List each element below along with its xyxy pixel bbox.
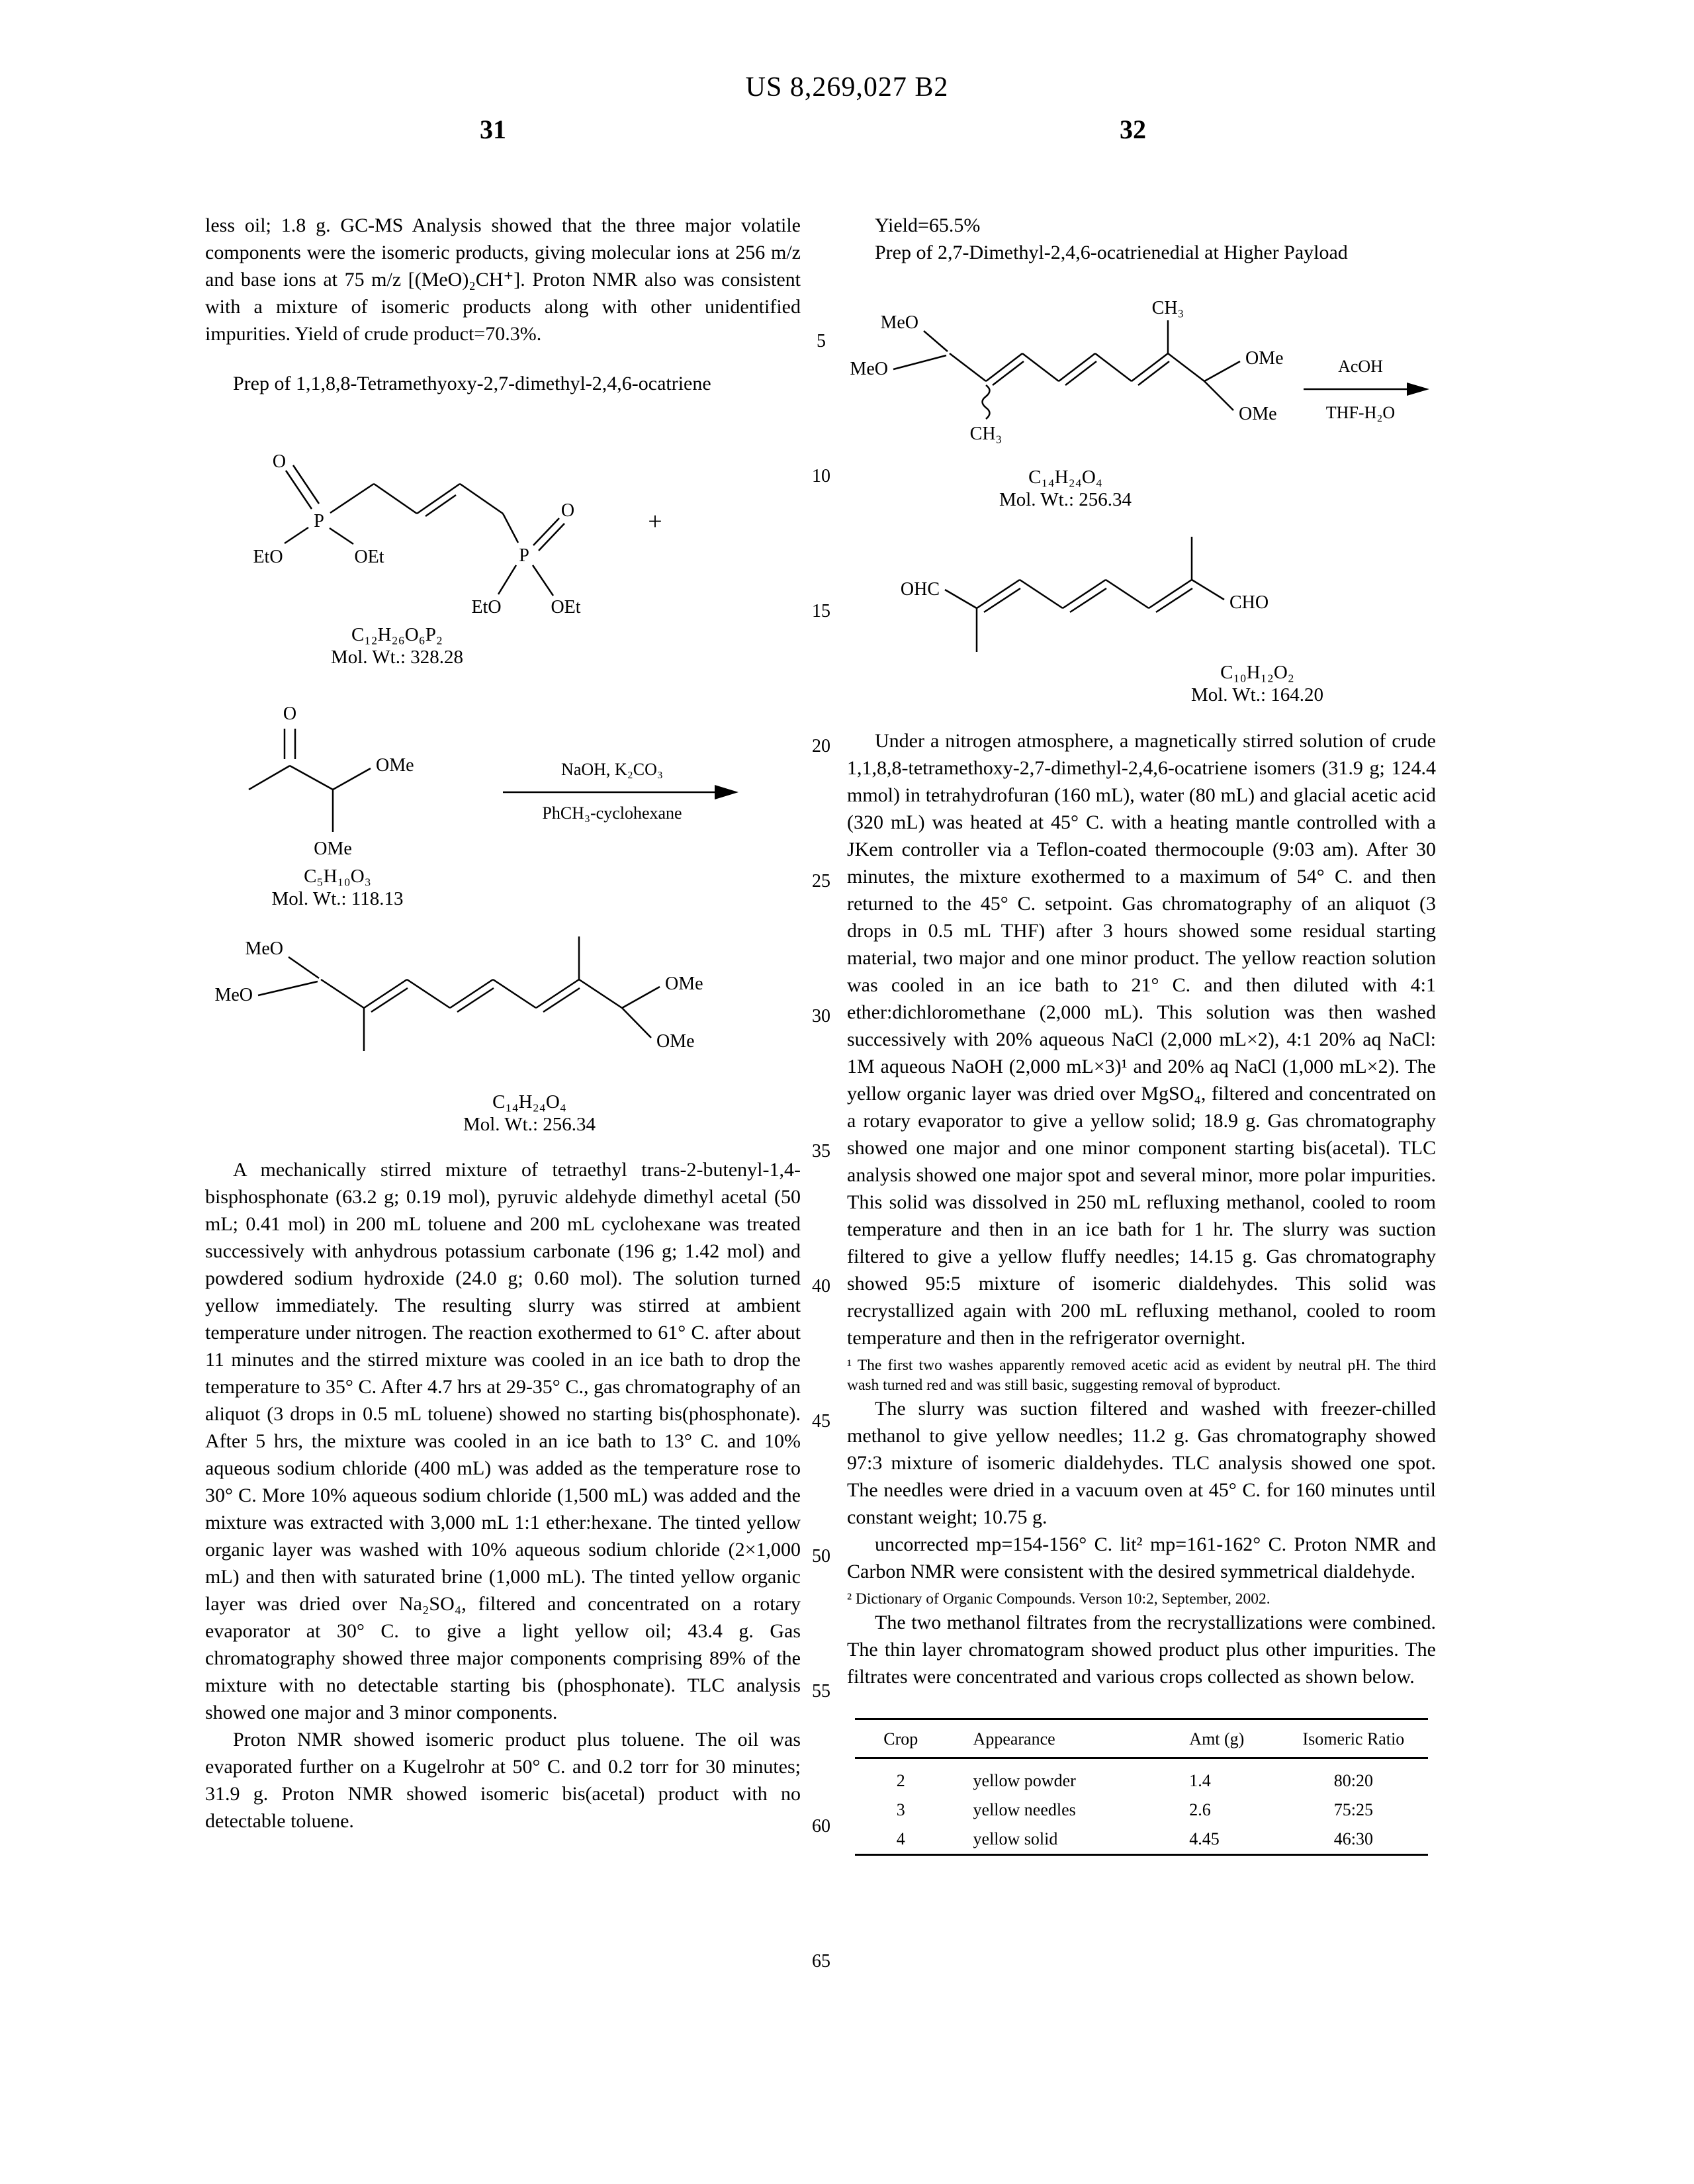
oet-group-label: OEt <box>551 597 581 617</box>
ome-group-label: OMe <box>376 755 414 776</box>
footnote-2: ² Dictionary of Organic Compounds. Verson 10:2, September, 2002. <box>847 1590 1270 1608</box>
structure-acetal-ketone-reaction <box>205 688 801 909</box>
meo-group-label: MeO <box>880 312 918 333</box>
reagent-bottom-label: PhCH₃-cyclohexane <box>542 803 682 823</box>
table-header-row <box>855 1719 1428 1758</box>
table-row <box>855 1758 1428 1796</box>
column-number-left: 31 <box>480 114 506 144</box>
cell-crop: 2 <box>896 1771 905 1790</box>
line-number: 55 <box>812 1681 830 1702</box>
structure-dialdehyde <box>847 512 1443 710</box>
reagent-top-label: AcOH <box>1338 357 1383 376</box>
o-atom-label: O <box>272 451 287 472</box>
left-column <box>205 212 801 1835</box>
ohc-group-label: OHC <box>900 579 940 600</box>
col-header-ratio: Isomeric Ratio <box>1279 1719 1428 1758</box>
formula-label: C₁₂H₂₆O₆P₂ <box>351 624 443 645</box>
line-number: 65 <box>812 1951 830 1972</box>
para-nmr-left: Proton NMR showed isomeric product plus toluene. The oil was evaporated further on a Kugelrohr at 50° C. and 0.2 torr for 30 minutes; 31.9 g. Proton NMR showed isomeric bis(acetal) product with no detectable toluene. <box>205 1729 801 1832</box>
para-gcms-analysis: less oil; 1.8 g. GC-MS Analysis showed that the three major volatile components were the isomeric products, giving molecular ions at 256 m/z and base ions at 75 m/z [(MeO)₂CH⁺]. Proton NMR also was consistent with a mixture of isomeric products along with other unidentified impurities. Yield of crude product=70.3%. <box>205 214 801 345</box>
formula-label: C₁₀H₁₂O₂ <box>1220 662 1294 683</box>
col-header-appearance: Appearance <box>947 1719 1153 1758</box>
ch3-group-label: CH₃ <box>969 424 1003 444</box>
line-number: 40 <box>812 1276 830 1297</box>
p-atom-label: P <box>519 545 529 566</box>
crops-table-wrapper <box>847 1718 1436 1856</box>
ome-group-label: OMe <box>1245 348 1284 369</box>
crops-table <box>855 1718 1428 1856</box>
ome-group-label: OMe <box>656 1031 695 1052</box>
line-number: 45 <box>812 1411 830 1432</box>
ome-group-label: OMe <box>1239 404 1277 424</box>
line-number: 20 <box>812 736 830 756</box>
line-number: 50 <box>812 1546 830 1567</box>
ch3-group-label: CH₃ <box>1151 298 1184 318</box>
meo-group-label: MeO <box>850 359 888 379</box>
bond-lines <box>285 465 564 596</box>
plus-sign: + <box>648 508 662 535</box>
line-number: 5 <box>817 331 826 351</box>
right-column <box>847 212 1436 1856</box>
mol-wt-label: Mol. Wt.: 328.28 <box>330 647 464 668</box>
footnote-1: ¹ The first two washes apparently removed acetic acid as evident by neutral pH. The third wash turned red and was still basic, suggesting removal of byproduct. <box>847 1357 1436 1394</box>
line-number: 35 <box>812 1141 830 1161</box>
cell-amt: 4.45 <box>1189 1829 1220 1848</box>
yield-line: Yield=65.5% <box>875 214 981 236</box>
line-number: 30 <box>812 1006 830 1026</box>
para-filtrates: The two methanol filtrates from the recrystallizations were combined. The thin layer chromatogram showed product plus other impurities. The filtrates were concentrated and various crops collected as shown below. <box>847 1612 1436 1688</box>
mol-wt-label: Mol. Wt.: 256.34 <box>999 489 1132 510</box>
cell-crop: 4 <box>896 1829 905 1848</box>
table-row <box>855 1825 1428 1855</box>
para-main-right: Under a nitrogen atmosphere, a magnetically stirred solution of crude 1,1,8,8-tetramethoxy-2,7-dimethyl-2,4,6-ocatriene isomers (31.9 g; 124.4 mmol) in tetrahydrofuran (160 mL), water (80 mL) and glacial acetic acid (320 mL) was heated at 45° C. with a heating mantle controlled with a JKem controller via a Teflon-coated thermocouple (9:03 am). After 30 minutes, the mixture exothermed to a maximum of 54° C. and then returned to the 45° C. setpoint. Gas chromatography of an aliquot (3 drops in 0.5 mL THF) after 3 hours showed some residual starting material, two major and one minor product. The yellow reaction solution was cooled in an ice bath to 21° C. and then diluted with 4:1 ether:dichloromethane (2,000 mL). This solution was then washed successively with 20% aqueous NaCl (2,000 mL×2), 4:1 20% aq NaCl: 1M aqueous NaOH (2,000 mL×3)¹ and 20% aq NaCl (1,000 mL×2). The yellow organic layer was dried over MgSO₄, filtered and concentrated on a rotary evaporator to give a yellow solid; 18.9 g. Gas chromatography showed one major and one minor component starting bis(acetal). TLC analysis showed one major spot and several minor, more polar impurities. This solid was dissolved in 250 mL refluxing methanol, cooled to room temperature and then in an ice bath for 1 hr. The slurry was suction filtered to give a yellow fluffy needles; 14.15 g. Gas chromatography showed 95:5 mixture of isomeric dialdehydes. This solid was recrystallized again with 200 mL refluxing methanol, cooled to room temperature and then in the refrigerator overnight. <box>847 730 1436 1349</box>
arrow-head <box>1407 383 1429 396</box>
cell-appearance: yellow powder <box>973 1771 1076 1790</box>
meo-group-label: MeO <box>214 985 253 1005</box>
o-atom-label: O <box>283 704 297 724</box>
structure-bisacetal-reactant <box>847 290 1443 512</box>
reagent-top-label: NaOH, K₂CO₃ <box>561 760 663 779</box>
mol-wt-label: Mol. Wt.: 164.20 <box>1190 684 1324 705</box>
bond-lines <box>258 936 660 1051</box>
cell-appearance: yellow needles <box>973 1800 1076 1819</box>
cell-amt: 2.6 <box>1189 1800 1211 1819</box>
oet-group-label: OEt <box>354 547 384 567</box>
eto-group-label: EtO <box>253 547 283 567</box>
eto-group-label: EtO <box>471 597 502 617</box>
mol-wt-label: Mol. Wt.: 256.34 <box>463 1114 596 1135</box>
o-atom-label: O <box>560 500 575 521</box>
formula-label: C₁₄H₂₄O₄ <box>1028 467 1102 488</box>
p-atom-label: P <box>314 511 324 531</box>
line-number: 15 <box>812 601 830 621</box>
formula-label: C₁₄H₂₄O₄ <box>492 1091 566 1113</box>
col-header-crop: Crop <box>855 1719 947 1758</box>
cho-group-label: CHO <box>1229 592 1269 613</box>
arrow-head <box>715 785 738 799</box>
bond-lines <box>945 537 1224 652</box>
cell-ratio: 46:30 <box>1333 1829 1374 1848</box>
structure-bisphosphonate <box>205 416 721 670</box>
cell-crop: 3 <box>896 1800 905 1819</box>
patent-number: US 8,269,027 B2 <box>745 72 949 103</box>
prep-heading-right: Prep of 2,7-Dimethyl-2,4,6-ocatrienedial at Higher Payload <box>875 242 1348 263</box>
ome-group-label: OMe <box>665 974 703 994</box>
line-number: 60 <box>812 1816 830 1837</box>
col-header-amt: Amt (g) <box>1153 1719 1279 1758</box>
line-number: 10 <box>812 466 830 486</box>
para-main-left: A mechanically stirred mixture of tetraethyl trans-2-butenyl-1,4-bisphosphonate (63.2 g; 0.19 mol), pyruvic aldehyde dimethyl acetal (50 mL; 0.41 mol) in 200 mL toluene and 200 mL cyclohexane was treated successively with anhydrous potassium carbonate (196 g; 1.42 mol) and powdered sodium hydroxide (24.0 g; 0.60 mol). The solution turned yellow immediately. The resulting slurry was stirred at ambient temperature under nitrogen. The reaction exothermed to 61° C. after about 11 minutes and the stirred mixture was cooled in an ice bath to drop the temperature to 35° C. After 4.7 hrs at 29-35° C., gas chromatography of an aliquot (3 drops in 0.5 mL toluene) showed no starting bis(phosphonate). After 5 hrs, the mixture was cooled in an ice bath to 13° C. and 10% aqueous sodium chloride (400 mL) was added as the temperature rose to 30° C. More 10% aqueous sodium chloride (1,500 mL) was added and the mixture was extracted with 3,000 mL 1:1 ether:hexane. The tinted yellow organic layer was washed with 10% aqueous sodium chloride (2×1,000 mL) and then with saturated brine (1,000 mL). The tinted yellow organic layer was dried over Na₂SO₄, filtered and concentrated on a rotary evaporator at 30° C. to give a light yellow oil; 43.4 g. Gas chromatography showed three major components comprising 89% of the mixture with no detectable starting bis (phosphonate). TLC analysis showed one major and 3 minor components. <box>205 1159 801 1723</box>
ome-group-label: OMe <box>314 839 352 859</box>
mol-wt-label: Mol. Wt.: 118.13 <box>271 888 404 909</box>
table-row <box>855 1796 1428 1825</box>
meo-group-label: MeO <box>245 938 283 959</box>
cell-amt: 1.4 <box>1189 1771 1211 1790</box>
para-slurry: The slurry was suction filtered and washed with freezer-chilled methanol to give yellow needles; 11.2 g. Gas chromatography showed 97:3 mixture of isomeric dialdehydes. TLC analysis showed one spot. The needles were dried in a vacuum oven at 45° C. for 160 minutes until constant weight; 10.75 g. <box>847 1398 1436 1528</box>
reagent-bottom-label: THF-H₂O <box>1325 403 1396 422</box>
prep-heading-left: Prep of 1,1,8,8-Tetramethyoxy-2,7-dimethyl-2,4,6-ocatriene <box>233 373 711 394</box>
formula-label: C₅H₁₀O₃ <box>304 866 371 887</box>
cell-appearance: yellow solid <box>973 1829 1058 1848</box>
structure-bisacetal-product <box>205 915 801 1136</box>
para-melting-point: uncorrected mp=154-156° C. lit² mp=161-162° C. Proton NMR and Carbon NMR were consistent with the desired symmetrical dialdehyde. <box>847 1533 1436 1582</box>
line-number: 25 <box>812 871 830 891</box>
cell-ratio: 75:25 <box>1333 1800 1374 1819</box>
column-number-right: 32 <box>1120 114 1146 144</box>
cell-ratio: 80:20 <box>1333 1771 1374 1790</box>
